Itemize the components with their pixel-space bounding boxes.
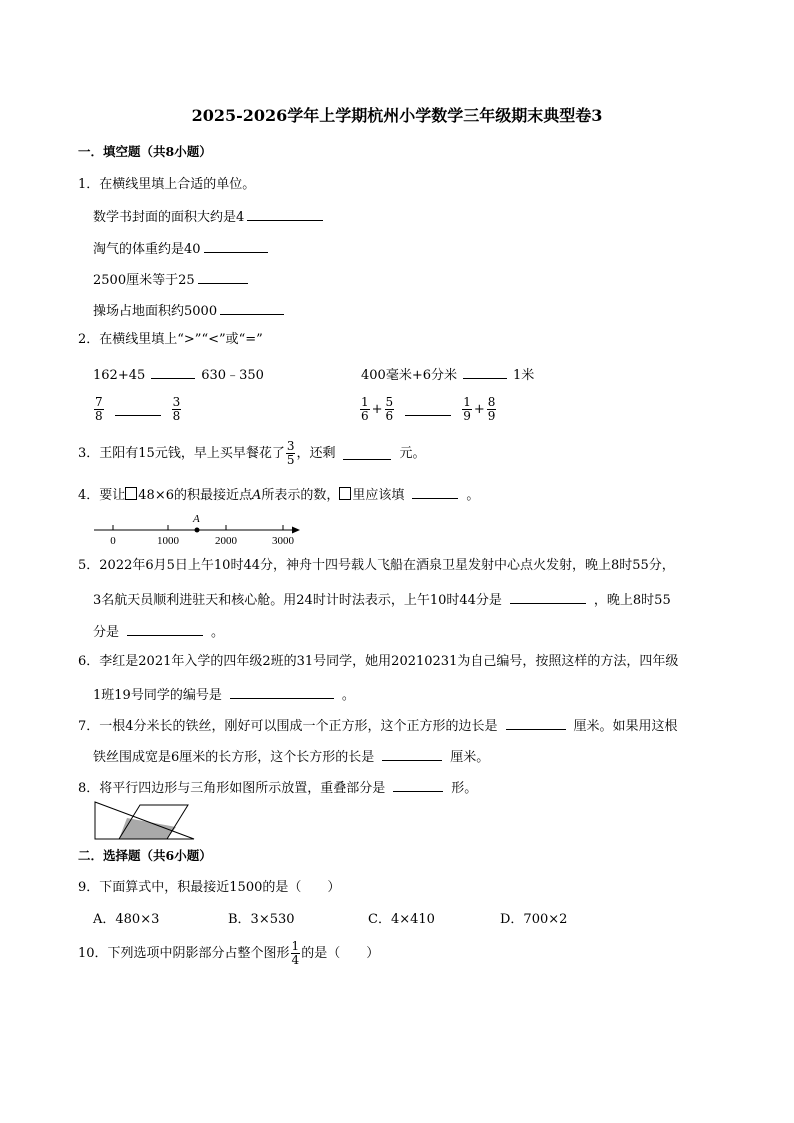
question-5-line-1: 5．2022年6月5日上午10时44分，神舟十四号载人飞船在酒泉卫星发射中心点火发射，晚上8时55分， xyxy=(78,558,675,573)
fraction: $\frac{1}{6}$ xyxy=(361,395,369,423)
answer-blank[interactable] xyxy=(204,240,268,253)
question-4: 4．要让 48×6的积最接近点A所表示的数， 里应该填 。 xyxy=(78,488,480,503)
box-placeholder xyxy=(339,487,351,500)
question-2: 2．在横线里填上“>”“<”或“=” xyxy=(78,332,263,347)
answer-blank[interactable] xyxy=(127,623,203,636)
tick-label-3000: 3000 xyxy=(272,535,294,547)
option-d[interactable]: D．700×2 xyxy=(500,912,568,927)
question-3: 3．王阳有15元钱，早上买早餐花了 $\frac{3}{5}$ ，还剩 元。 xyxy=(78,439,426,467)
question-9: 9．下面算式中，积最接近1500的是（ ） xyxy=(78,880,341,895)
answer-blank[interactable] xyxy=(198,271,248,284)
fraction: $\frac{3}{5}$ xyxy=(286,439,295,467)
answer-blank[interactable] xyxy=(230,686,334,699)
answer-blank[interactable] xyxy=(405,403,451,416)
fraction: $\frac{1}{4}$ xyxy=(291,939,300,967)
answer-blank[interactable] xyxy=(343,447,391,460)
tick-label-0: 0 xyxy=(110,535,116,547)
question-6-line-1: 6．李红是2021年入学的四年级2班的31号同学，她用20210231为自己编号，按照这样的方法，四年级 xyxy=(78,654,679,669)
answer-blank[interactable] xyxy=(220,302,284,315)
section-fill-heading: 一．填空题（共8小题） xyxy=(78,144,212,159)
question-5-line-2: 3名航天员顺利进驻天和核心舱。用24时计时法表示，上午10时44分是 ，晚上8时55 xyxy=(93,593,671,608)
question-8: 8．将平行四边形与三角形如图所示放置，重叠部分是 形。 xyxy=(78,781,478,796)
q2-row2-left xyxy=(93,396,182,422)
q2-row1-right: 400毫米+6分米 1米 xyxy=(361,368,535,383)
option-c[interactable]: C．4×410 xyxy=(368,912,435,927)
question-1: 1．在横线里填上合适的单位。 xyxy=(78,177,256,192)
fraction: $\frac{1}{9}$ xyxy=(463,395,471,423)
question-7-line-2: 铁丝围成宽是6厘米的长方形，这个长方形的长是 厘米。 xyxy=(93,750,490,765)
option-a[interactable]: A．480×3 xyxy=(93,912,160,927)
q2-row2-right: $\frac{1}{6}$ + $\frac{5}{6}$ $\frac{1}{9}$ + $\frac{8}{9}$ xyxy=(361,395,496,423)
answer-blank[interactable] xyxy=(510,591,586,604)
answer-blank[interactable] xyxy=(151,366,195,379)
q1-line-3: 2500厘米等于25 xyxy=(93,271,251,287)
number-line xyxy=(90,512,310,548)
question-7-line-1: 7．一根4分米长的铁丝，刚好可以围成一个正方形，这个正方形的边长是 厘米。如果用这根 xyxy=(78,719,678,734)
answer-blank[interactable] xyxy=(412,486,458,499)
fraction: $\frac{3}{8}$ xyxy=(172,395,181,423)
fraction: $\frac{5}{6}$ xyxy=(385,395,394,423)
parallelogram-triangle-figure xyxy=(92,799,198,843)
question-6-line-2: 1班19号同学的编号是 。 xyxy=(93,688,355,703)
question-10: 10．下列选项中阴影部分占整个图形 $\frac{1}{4}$ 的是（ ） xyxy=(78,939,380,967)
point-a-label: A xyxy=(193,513,200,525)
q1-line-2: 淘气的体重约是40 xyxy=(93,240,271,256)
answer-blank[interactable] xyxy=(115,403,161,416)
answer-blank[interactable] xyxy=(382,748,442,761)
answer-blank[interactable] xyxy=(463,366,507,379)
q2-row1-left: 162+45 630﹣350 xyxy=(93,368,264,383)
answer-blank[interactable] xyxy=(393,779,443,792)
question-5-line-3: 分是 。 xyxy=(93,625,225,640)
box-placeholder xyxy=(125,487,137,500)
option-b[interactable]: B．3×530 xyxy=(228,912,295,927)
tick-label-2000: 2000 xyxy=(215,535,237,547)
page-title: 2025-2026学年上学期杭州小学数学三年级期末典型卷3 xyxy=(191,106,603,125)
point-a-marker xyxy=(195,528,200,533)
answer-blank[interactable] xyxy=(506,717,566,730)
fraction: $\frac{8}{9}$ xyxy=(487,395,496,423)
q1-line-1: 数学书封面的面积大约是4 xyxy=(93,208,326,224)
answer-blank[interactable] xyxy=(247,208,323,221)
fraction: $\frac{7}{8}$ xyxy=(95,395,103,423)
tick-label-1000: 1000 xyxy=(157,535,179,547)
section-choice-heading: 二．选择题（共6小题） xyxy=(78,848,212,863)
q1-line-4: 操场占地面积约5000 xyxy=(93,302,287,318)
